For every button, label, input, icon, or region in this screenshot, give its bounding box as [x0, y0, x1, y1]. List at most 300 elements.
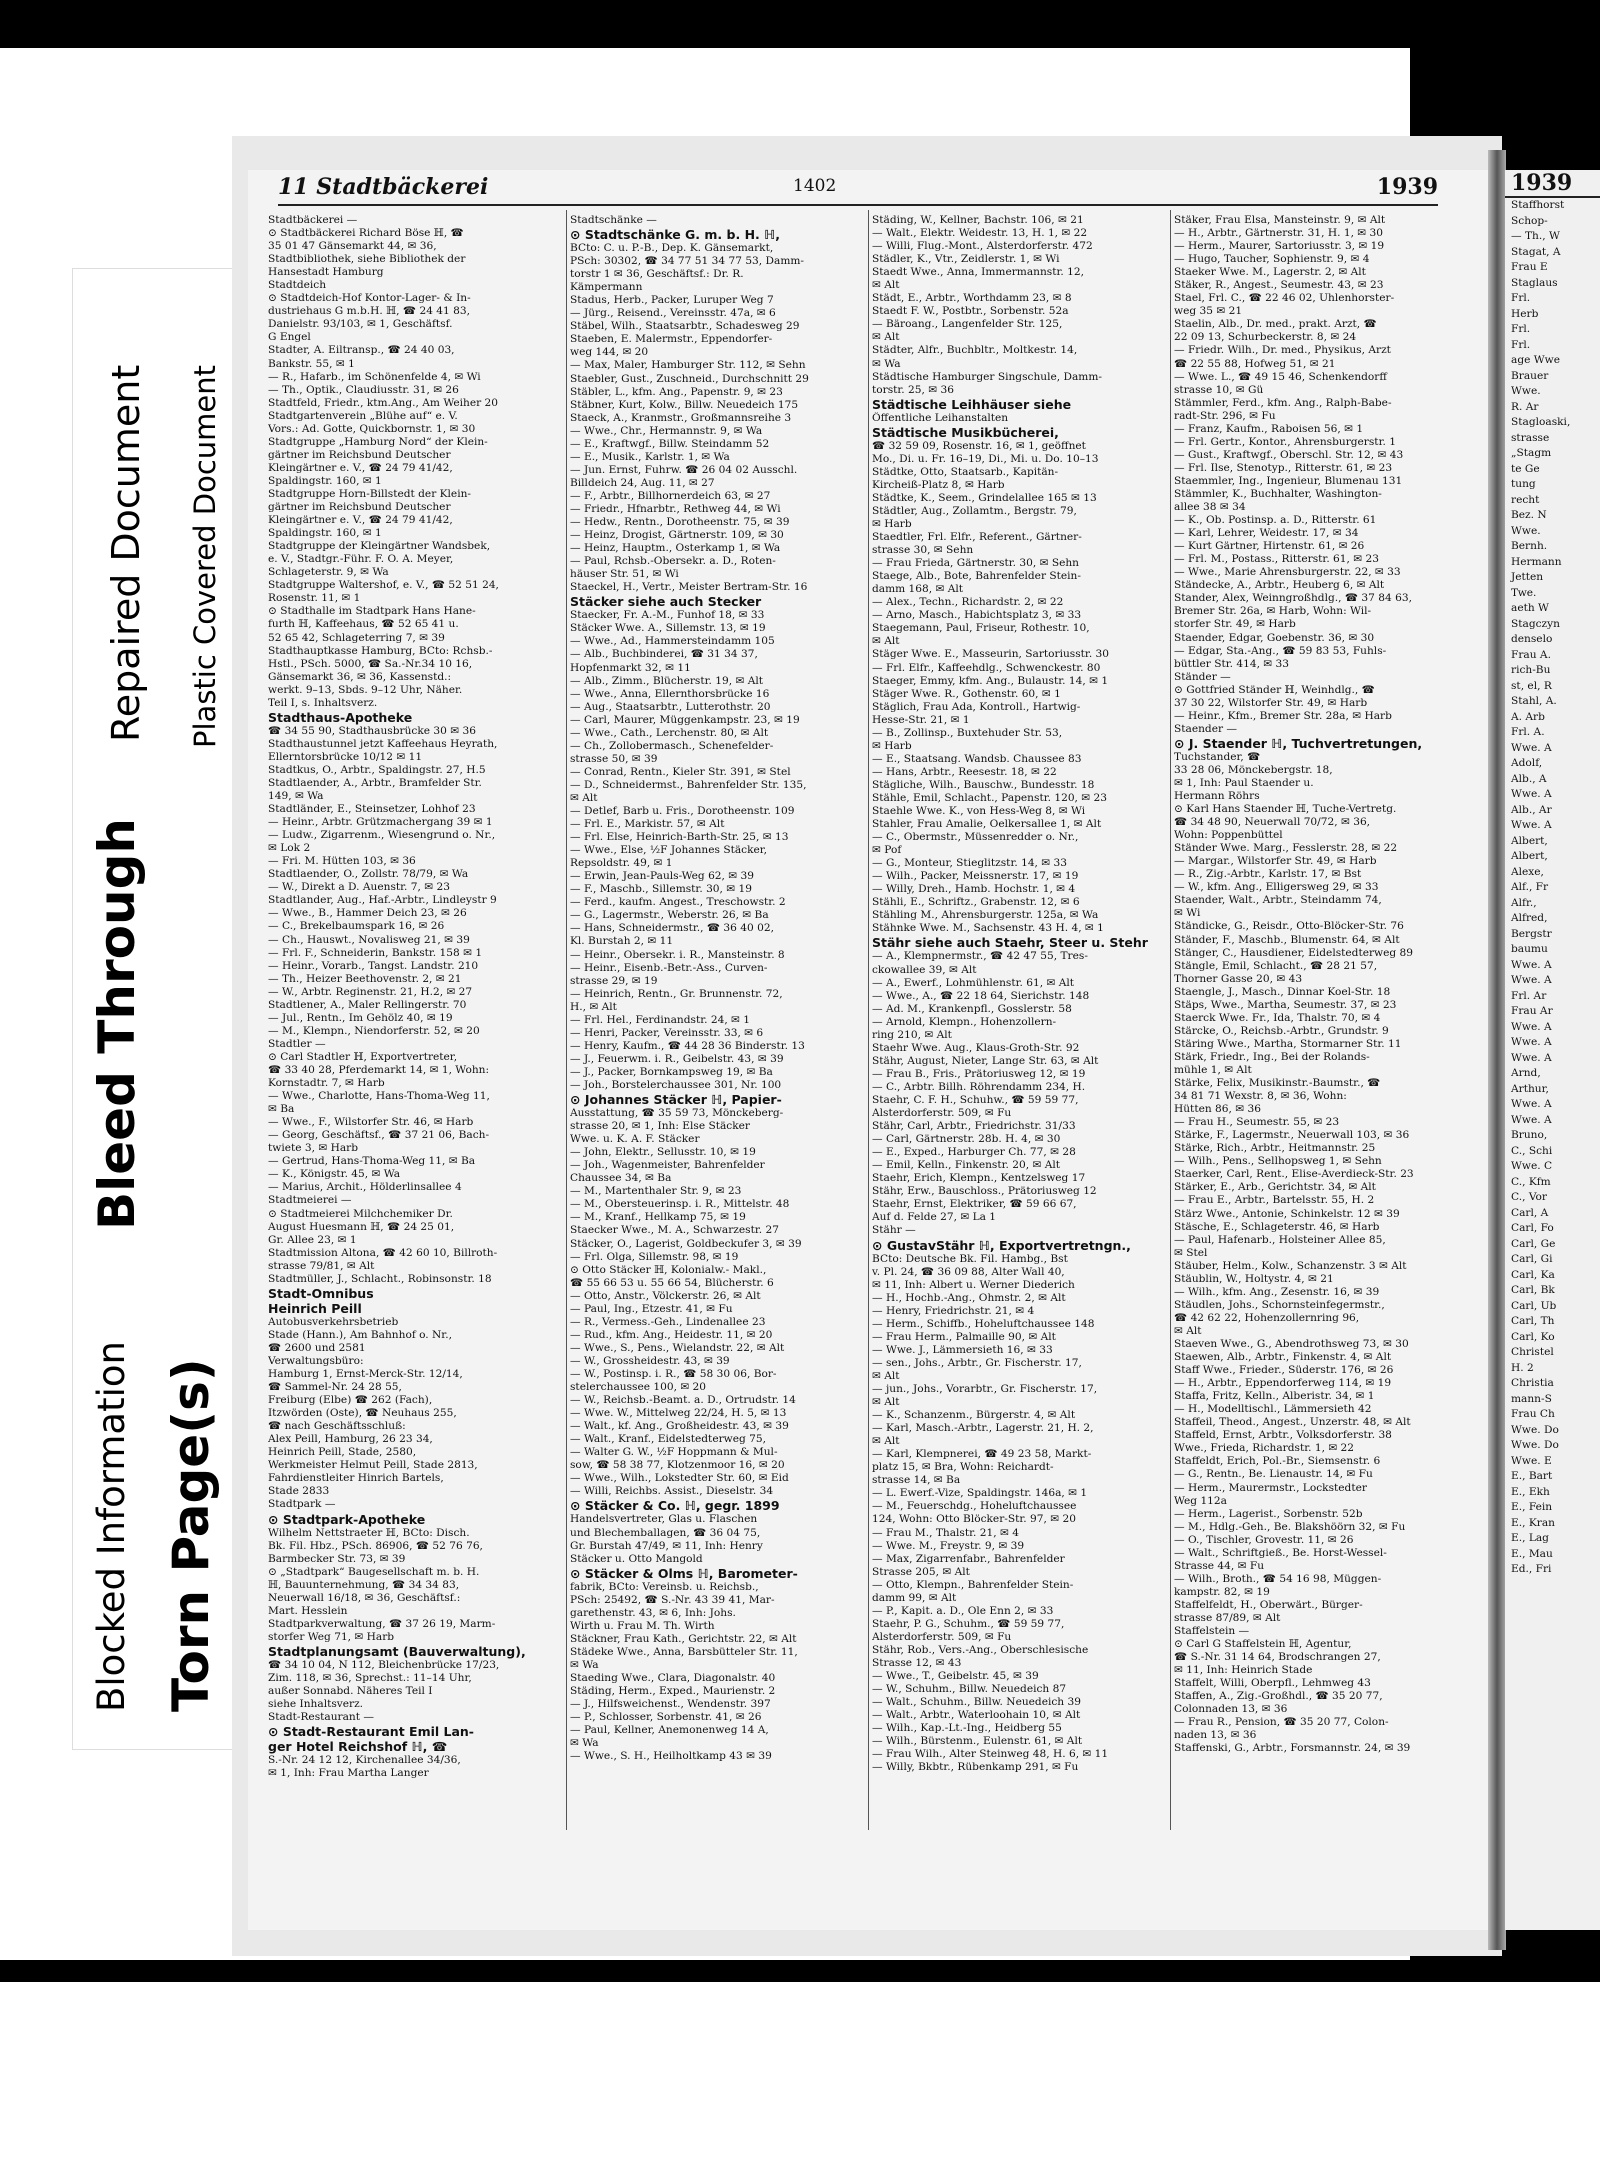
entry-line: — Ludw., Zigarrenm., Wiesengrund o. Nr., [268, 829, 496, 842]
facing-page-line: Carl, Ka [1511, 1268, 1555, 1281]
entry-line: ✉ Alt [872, 279, 900, 292]
entry-line: Ständicke, G., Reisdr., Otto-Blöcker-Str. 76 [1174, 920, 1404, 933]
facing-page-line: baumu [1511, 943, 1548, 955]
entry-line: Stadtgruppe „Hamburg Nord“ der Klein- [268, 435, 488, 448]
entry-line: — K., Ob. Postinsp. a. D., Ritterstr. 61 [1174, 514, 1377, 527]
facing-page-line: denselo [1511, 633, 1553, 645]
entry-line: — C., Arbtr. Billh. Röhrendamm 234, H. [872, 1080, 1086, 1093]
entry-line: — Friedr. Wilh., Dr. med., Physikus, Arzt [1174, 344, 1391, 357]
entry-line: — H., Arbtr., Gärtnerstr. 31, H. 1, ✉ 30 [1174, 227, 1384, 240]
entry-line: strasse 50, ✉ 39 [570, 752, 658, 765]
entry-line: — Max, Maler, Hamburger Str. 112, ✉ Sehn [570, 359, 806, 372]
entry-line: Stäcker u. Otto Mangold [570, 1552, 703, 1565]
entry-line: ✉ Wa [872, 357, 901, 370]
facing-page-line: C., Schi [1511, 1144, 1553, 1157]
entry-line: — C., Obermstr., Müssenredder o. Nr., [872, 831, 1079, 844]
entry-line: Städt, E., Arbtr., Worthdamm 23, ✉ 8 [872, 292, 1072, 305]
facing-page-line: Bez. N [1511, 509, 1547, 521]
entry-line: PSch: 25492, ☎ S.-Nr. 43 39 41, Mar- [570, 1593, 775, 1606]
facing-page-line: „Stagm [1511, 447, 1552, 459]
entry-line: Freiburg (Elbe) ☎ 262 (Fach), [268, 1394, 433, 1407]
entry-line: — Karl, Lehrer, Weidestr. 17, ✉ 34 [1174, 527, 1359, 540]
entry-line: Stäbner, Kurt, Kolw., Billw. Neuedeich 175 [570, 398, 799, 411]
facing-page-line: E., Fein [1511, 1501, 1553, 1513]
entry-line: — Wwe., B., Hammer Deich 23, ✉ 26 [268, 907, 467, 920]
entry-line: Stadtmission Altona, ☎ 42 60 10, Billroth- [268, 1246, 498, 1259]
entry-line: ⊙ „Stadtpark“ Baugesellschaft m. b. H. [268, 1565, 480, 1578]
facing-page-line: Wwe. A [1511, 741, 1552, 754]
entry-line: Staeben, E. Malermstr., Eppendorfer- [570, 333, 773, 346]
facing-page-line: rich-Bu [1511, 664, 1551, 676]
entry-heading: Stadt-Omnibus [268, 1285, 374, 1301]
entry-line: Stärker, E., Arb., Gerichtstr. 34, ✉ Alt [1174, 1181, 1376, 1194]
header-section-title: 11 Stadtbäckerei [278, 174, 489, 200]
entry-line: Staffenski, G., Arbtr., Forsmannstr. 24, ✉ 39 [1174, 1742, 1411, 1755]
facing-page-line: Christel [1511, 1346, 1554, 1358]
entry-line: — Frau B., Fris., Prätoriusweg 12, ✉ 19 [872, 1067, 1086, 1080]
entry-line: Stäublin, W., Holtystr. 4, ✉ 21 [1174, 1272, 1334, 1285]
entry-line: ✉ Wi [1174, 907, 1201, 920]
entry-line: — Bäroang., Langenfelder Str. 125, [872, 318, 1063, 331]
facing-page-line: Frau E [1511, 261, 1548, 273]
entry-line: — Karl, Klempnerei, ☎ 49 23 58, Markt- [872, 1448, 1092, 1461]
entry-line: 37 30 22, Wilstorfer Str. 49, ✉ Harb [1174, 696, 1368, 709]
entry-line: ✉ Harb [872, 517, 912, 530]
entry-line: Barmbecker Str. 73, ✉ 39 [268, 1552, 406, 1565]
entry-line: — Walt., Schuhm., Billw. Neuedeich 39 [872, 1696, 1081, 1709]
entry-line: Stadtmeierei — [268, 1194, 352, 1207]
entry-line: — jun., Johs., Vorarbtr., Gr. Fischerstr. 17, [872, 1382, 1098, 1395]
facing-page-line: Jetten [1511, 571, 1544, 583]
entry-line: dustriehaus G m.b.H. ℍ, ☎ 24 41 83, [268, 305, 471, 318]
entry-line: Staehr, P. G., Schuhm., ☎ 59 59 77, [872, 1617, 1065, 1630]
entry-line: ☎ 42 62 22, Hohenzollernring 96, [1174, 1311, 1360, 1324]
entry-line: — E., Exped., Harburger Ch. 77, ✉ 28 [872, 1146, 1076, 1159]
entry-line: Stärke, Rich., Arbtr., Heitmannstr. 25 [1174, 1142, 1376, 1155]
directory-page [232, 136, 1502, 1956]
entry-line: — Wwe., Ad., Hammersteindamm 105 [570, 635, 775, 648]
entry-line: Staffeld, Ernst, Arbtr., Volksdorferstr. 38 [1174, 1429, 1392, 1442]
entry-line: Staerker, Carl, Rent., Elise-Averdieck-Str. 23 [1174, 1168, 1414, 1181]
entry-line: BCto: C. u. P.-B., Dep. K. Gänsemarkt, [570, 242, 774, 255]
entry-line: Stadus, Herb., Packer, Luruper Weg 7 [570, 294, 774, 307]
entry-line: — Aug., Staatsarbtr., Lutterothstr. 20 [570, 700, 771, 713]
entry-line: — J., Feuerwm. i. R., Geibelstr. 43, ✉ 39 [570, 1052, 784, 1065]
entry-line: Stähr, Erw., Bauschloss., Prätoriusweg 12 [872, 1185, 1097, 1198]
entry-line: ✉ Alt [872, 1369, 900, 1382]
facing-page-line: E., Ekh [1511, 1485, 1550, 1498]
entry-line: Kleingärtner e. V., ☎ 24 79 41/42, [268, 461, 453, 474]
entry-line: Rosenstr. 11, ✉ 1 [268, 592, 361, 605]
entry-line: — E., Musik., Karlstr. 1, ✉ Wa [570, 450, 730, 463]
entry-line: Repsoldstr. 49, ✉ 1 [570, 857, 673, 870]
entry-heading: ⊙ Stäcker & Olms ℍ, Barometer- [570, 1565, 798, 1581]
entry-line: — M., Feuerschdg., Hoheluftchaussee [872, 1500, 1077, 1513]
scan-bottom-border [0, 1960, 1600, 1982]
entry-line: Stadtlaender, O., Zollstr. 78/79, ✉ Wa [268, 868, 469, 881]
entry-line: Strasse 44, ✉ Fu [1174, 1559, 1265, 1572]
entry-line: Stäudlen, Johs., Schornsteinfegermstr., [1174, 1298, 1385, 1311]
entry-line: — Ferd., kaufm. Angest., Treschowstr. 2 [570, 896, 786, 909]
entry-line: Spaldingstr. 160, ✉ 1 [268, 474, 382, 487]
entry-line: — Rud., kfm. Ang., Heidestr. 11, ✉ 20 [570, 1328, 773, 1341]
entry-line: — Wwe. M., Freystr. 9, ✉ 39 [872, 1539, 1025, 1552]
entry-line: ✉ 11, Inh: Heinrich Stade [1174, 1664, 1313, 1677]
entry-line: strasse 87/89, ✉ Alt [1174, 1611, 1281, 1624]
entry-line: — Jürg., Reisend., Vereinsstr. 47a, ✉ 6 [570, 307, 776, 320]
directory-column-3 [872, 214, 1167, 1814]
entry-line: ✉ Wa [570, 1658, 599, 1671]
entry-line: Hesse-Str. 21, ✉ 1 [872, 713, 970, 726]
entry-line: Stärke, Felix, Musikinstr.-Baumstr., ☎ [1174, 1077, 1381, 1090]
entry-line: — Georg, Geschäftsf., ☎ 37 21 06, Bach- [268, 1129, 490, 1142]
entry-line: Stadtlener, A., Maler Rellingerstr. 70 [268, 998, 467, 1011]
entry-line: Stadtpark — [268, 1498, 336, 1511]
entry-heading: ⊙ J. Staender ℍ, Tuchvertretungen, [1174, 735, 1423, 751]
facing-page-line: E., Lag [1511, 1532, 1549, 1544]
facing-page-line: Wwe. A [1511, 1098, 1552, 1110]
entry-line: Werkmeister Helmut Peill, Stade 2813, [268, 1459, 478, 1472]
entry-line: — F., Maschb., Sillemstr. 30, ✉ 19 [570, 883, 753, 896]
entry-line: weg 35 ✉ 21 [1174, 305, 1243, 318]
entry-heading: Stäcker siehe auch Stecker [570, 594, 762, 610]
facing-page-line: Christia [1511, 1377, 1554, 1389]
entry-line: — Willy, Dreh., Hamb. Hochstr. 1, ✉ 4 [872, 883, 1076, 896]
facing-page-line: Frau Ar [1511, 1005, 1553, 1017]
facing-page-line: Frau Ch [1511, 1408, 1555, 1420]
label-bleed-through: Bleed Through [88, 818, 146, 1230]
entry-line: Bk. Fil. Hbz., PSch. 86906, ☎ 52 76 76, [268, 1539, 483, 1552]
entry-line: Staege, Alb., Bote, Bahrenfelder Stein- [872, 570, 1081, 583]
entry-line: Öffentliche Leihanstalten [872, 411, 1009, 424]
entry-line: — Marius, Archit., Hölderlinsallee 4 [268, 1181, 462, 1194]
entry-line: — Wilh., Kap.-Lt.-Ing., Heidberg 55 [872, 1722, 1062, 1735]
entry-line: — W., Direkt a D. Auenstr. 7, ✉ 23 [268, 881, 450, 894]
facing-page-line: Wwe. Do [1511, 1423, 1559, 1436]
facing-page-line: Wwe. A [1511, 1051, 1552, 1064]
entry-line: — Herm., Maurer, Sartoriusstr. 3, ✉ 19 [1174, 240, 1385, 253]
entry-line: — Frl. E., Markistr. 57, ✉ Alt [570, 818, 725, 831]
entry-line: strasse 29, ✉ 19 [570, 974, 658, 987]
entry-line: ✉ 11, Inh: Albert u. Werner Diederich [872, 1278, 1075, 1291]
facing-page-line: Carl, A [1511, 1206, 1549, 1219]
entry-line: Ellerntorsbrücke 10/12 ✉ 11 [268, 750, 423, 763]
entry-line: Staehr, Erich, Klempn., Kentzelsweg 17 [872, 1172, 1086, 1185]
entry-line: — Walt., Kranf., Eidelstedterweg 75, [570, 1433, 766, 1446]
entry-line: — Henri, Packer, Vereinsstr. 33, ✉ 6 [570, 1026, 764, 1039]
entry-line: Hansestadt Hamburg [268, 266, 384, 279]
entry-line: Stähnke Wwe. M., Sachsenstr. 43 H. 4, ✉ 1 [872, 922, 1104, 935]
entry-line: Staeven Wwe., G., Abendrothsweg 73, ✉ 30 [1174, 1337, 1409, 1350]
entry-line: Staender — [1174, 722, 1237, 735]
entry-line: Stadthaustunnel jetzt Kaffeehaus Heyrath, [268, 737, 498, 750]
entry-line: allee 38 ✉ 34 [1174, 501, 1246, 514]
entry-line: Billdeich 24, Aug. 11, ✉ 27 [570, 476, 715, 489]
scan-top-border [0, 0, 1600, 48]
entry-line: G Engel [268, 331, 311, 344]
entry-line: — Walt., Schriftgieß., Be. Horst-Wessel- [1174, 1546, 1387, 1559]
entry-line: ✉ Stel [1174, 1246, 1208, 1259]
facing-page-line: Wwe. A [1511, 1036, 1552, 1048]
entry-line: — Frau Wilh., Alter Steinweg 48, H. 6, ✉ 11 [872, 1748, 1109, 1761]
entry-line: Stadtbäckerei — [268, 214, 358, 226]
entry-line: ⊙ Carl Stadtler ℍ, Exportvertreter, [268, 1050, 458, 1063]
entry-line: Staecker Wwe., M. A., Schwarzestr. 27 [570, 1224, 779, 1237]
entry-line: — Frl. Olga, Sillemstr. 98, ✉ 19 [570, 1250, 739, 1263]
entry-line: — G., Lagermstr., Weberstr. 26, ✉ Ba [570, 909, 769, 922]
entry-line: Stähling M., Ahrensburgerstr. 125a, ✉ Wa [872, 909, 1099, 922]
entry-line: Städtke, Otto, Staatsarb., Kapitän- [872, 465, 1059, 478]
entry-line: Ausstattung, ☎ 35 59 73, Mönckeberg- [570, 1107, 784, 1120]
entry-line: ✉ Ba [268, 1103, 295, 1116]
entry-line: Kornstadtr. 7, ✉ Harb [268, 1077, 385, 1090]
entry-line: — Wwe., Anna, Ellernthorsbrücke 16 [570, 687, 770, 700]
entry-line: Gr. Allee 23, ✉ 1 [268, 1233, 357, 1246]
entry-line: Stadt-Restaurant — [268, 1711, 374, 1724]
entry-line: — Heinr., Arbtr. Grützmachergang 39 ✉ 1 [268, 816, 493, 829]
entry-line: Staedt Wwe., Anna, Immermannstr. 12, [872, 266, 1084, 279]
entry-line: Verwaltungsbüro: [268, 1354, 364, 1367]
page-paper [248, 170, 1498, 1930]
entry-line: Staff Wwe., Frieder., Süderstr. 176, ✉ 26 [1174, 1364, 1394, 1377]
entry-line: radt-Str. 296, ✉ Fu [1174, 409, 1276, 422]
facing-page-line: Stagloaski, [1511, 416, 1571, 428]
entry-line: — Herm., Lagerist., Sorbenstr. 52b [1174, 1507, 1363, 1520]
entry-line: Staffelt, Willi, Oberpfl., Lehmweg 43 [1174, 1677, 1371, 1690]
entry-line: weg 144, ✉ 20 [570, 346, 649, 359]
entry-line: storfer Str. 49, ✉ Harb [1174, 618, 1296, 631]
header-page-number: 1402 [793, 176, 837, 196]
entry-line: Städler, K., Vtr., Zeidlerstr. 1, ✉ Wi [872, 253, 1060, 266]
entry-line: Stade 2833 [268, 1485, 330, 1498]
entry-line: Staelin, Alb., Dr. med., prakt. Arzt, ☎ [1174, 318, 1377, 331]
entry-line: — Detlef, Barb u. Fris., Dorotheenstr. 109 [570, 805, 795, 818]
entry-line: — Frau Herm., Palmaille 90, ✉ Alt [872, 1330, 1056, 1343]
entry-line: — A., Ewerf., Lohmühlenstr. 61, ✉ Alt [872, 976, 1074, 989]
entry-line: ✉ Alt [872, 1435, 900, 1448]
facing-page-line: Herb [1511, 307, 1539, 320]
entry-line: Kämpermann [570, 281, 643, 294]
entry-line: Stadtbibliothek, siehe Bibliothek der [268, 253, 466, 266]
entry-line: ring 210, ✉ Alt [872, 1028, 952, 1041]
facing-page-line: E., Kran [1511, 1516, 1555, 1529]
entry-line: — M., Hdlg.-Geh., Be. Blakshöörn 32, ✉ Fu [1174, 1520, 1406, 1533]
entry-line: Stadtgruppe Waltershof, e. V., ☎ 52 51 24, [268, 579, 499, 592]
entry-line: Hstl., PSch. 5000, ☎ Sa.-Nr.34 10 16, [268, 657, 473, 670]
entry-line: Stärke, F., Lagermstr., Neuerwall 103, ✉ 36 [1174, 1129, 1410, 1142]
entry-line: — Arno, Masch., Habichtsplatz 3, ✉ 33 [872, 609, 1082, 622]
entry-line: Städtische Hamburger Singschule, Damm- [872, 370, 1102, 383]
facing-page-line: recht [1511, 493, 1540, 506]
entry-line: Hermann Röhrs [1174, 790, 1260, 803]
entry-line: und Blechemballagen, ☎ 36 04 75, [570, 1526, 761, 1539]
entry-line: Danielstr. 93/103, ✉ 1, Geschäftsf. [268, 318, 453, 331]
entry-line: ☎ 2600 und 2581 [268, 1341, 366, 1354]
entry-line: PSch: 30302, ☎ 34 77 51 34 77 53, Damm- [570, 255, 805, 268]
entry-line: — Frau R., Pension, ☎ 35 20 77, Colon- [1174, 1716, 1389, 1729]
column-rule [868, 210, 869, 1830]
entry-line: Staegemann, Paul, Friseur, Rothestr. 10, [872, 622, 1090, 635]
entry-line: ⊙ Carl G Staffelstein ℍ, Agentur, [1174, 1638, 1352, 1651]
facing-page-line: Bruno, [1511, 1129, 1548, 1141]
entry-line: — L. Ewerf.-Vize, Spaldingstr. 146a, ✉ 1 [872, 1487, 1088, 1500]
facing-page-line: Hermann [1511, 555, 1562, 568]
entry-heading: ⊙ Stadtschänke G. m. b. H. ℍ, [570, 227, 780, 243]
entry-line: — Ch., Hauswt., Novalisweg 21, ✉ 39 [268, 933, 470, 946]
entry-line: — K., Königstr. 45, ✉ Wa [268, 1168, 401, 1181]
facing-page-line: C., Vor [1511, 1191, 1547, 1203]
entry-line: ⊙ Stadtdeich-Hof Kontor-Lager- & In- [268, 292, 471, 305]
entry-line: ✉ Pof [872, 844, 902, 857]
entry-line: twiete 3, ✉ Harb [268, 1142, 358, 1155]
entry-line: mühle 1, ✉ Alt [1174, 1064, 1252, 1076]
facing-page-fragment [1505, 170, 1600, 1930]
entry-line: ⊙ Stadtbäckerei Richard Böse ℍ, ☎ [268, 227, 464, 240]
facing-page-line: Frl. [1511, 338, 1531, 351]
facing-page-line: Arthur, [1511, 1082, 1549, 1095]
entry-line: Heinrich Peill, Stade, 2580, [268, 1446, 417, 1459]
facing-page-line: Wwe. A [1511, 1020, 1552, 1033]
entry-line: ☎ 34 10 04, N 112, Bleichenbrücke 17/23, [268, 1658, 500, 1671]
entry-line: ✉ 1, Inh: Frau Martha Langer [268, 1767, 429, 1780]
entry-line: — Alex., Techn., Richardstr. 2, ✉ 22 [872, 596, 1064, 609]
entry-line: — Frl. Gertr., Kontor., Ahrensburgerstr. 1 [1174, 435, 1396, 448]
entry-line: Ständer — [1174, 670, 1231, 683]
entry-line: — Wwe. W., Mittelweg 22/24, H. 5, ✉ 13 [570, 1407, 787, 1420]
entry-line: — Wwe., T., Geibelstr. 45, ✉ 39 [872, 1670, 1039, 1683]
entry-heading: Stadtplanungsamt (Bauverwaltung), [268, 1643, 526, 1659]
facing-page-line: Wwe. A [1511, 1113, 1552, 1126]
facing-page-line: Stagczyn [1511, 617, 1560, 630]
entry-line: — Frl. Hel., Ferdinandstr. 24, ✉ 1 [570, 1013, 751, 1026]
entry-line: Wirth u. Frau M. Th. Wirth [570, 1619, 715, 1632]
entry-line: Stärk, Friedr., Ing., Bei der Rolands- [1174, 1050, 1370, 1063]
entry-line: — H., Arbtr., Eppendorferweg 114, ✉ 19 [1174, 1377, 1392, 1390]
entry-line: Stäker, Frau Elsa, Mansteinstr. 9, ✉ Alt [1174, 214, 1386, 226]
entry-line: H., ✉ Alt [570, 1000, 617, 1013]
entry-line: garethenstr. 43, ✉ 6, Inh: Johs. [570, 1606, 736, 1619]
entry-line: Stärz Wwe., Antonie, Schinkelstr. 12 ✉ 39 [1174, 1207, 1400, 1220]
entry-line: — C., Brekelbaumspark 16, ✉ 26 [268, 920, 445, 933]
entry-line: Kleingärtner e. V., ☎ 24 79 41/42, [268, 514, 453, 527]
entry-line: — Wwe., Wilh., Lokstedter Str. 60, ✉ Eid [570, 1472, 789, 1485]
facing-page-line: C., Kfm [1511, 1175, 1551, 1188]
facing-page-line: Staglaus [1511, 276, 1558, 289]
entry-line: Stähli, E., Schriftz., Grabenstr. 12, ✉ 6 [872, 896, 1080, 909]
facing-page-line: — Th., W [1511, 230, 1560, 242]
entry-line: 35 01 47 Gänsemarkt 44, ✉ 36, [268, 240, 437, 253]
entry-line: — Paul, Ing., Etzestr. 41, ✉ Fu [570, 1302, 733, 1315]
entry-line: — Wilh., Bürstenm., Eulenstr. 61, ✉ Alt [872, 1735, 1083, 1748]
entry-line: 52 65 42, Schlageterring 7, ✉ 39 [268, 631, 445, 644]
facing-page-line: Carl, Ge [1511, 1237, 1556, 1250]
entry-line: — E., Kraftwgf., Billw. Steindamm 52 [570, 437, 770, 450]
entry-line: Alsterdorferstr. 509, ✉ Fu [872, 1630, 1012, 1643]
facing-page-line: Carl, Ko [1511, 1330, 1555, 1343]
entry-line: — Alb., Zimm., Blücherstr. 19, ✉ Alt [570, 674, 763, 687]
entry-line: stelerchaussee 100, ✉ 20 [570, 1381, 707, 1394]
facing-page-line: Brauer [1511, 369, 1549, 382]
entry-line: — Frau Frieda, Gärtnerstr. 30, ✉ Sehn [872, 557, 1080, 570]
entry-line: Ständecke, A., Arbtr., Heuberg 6, ✉ Alt [1174, 579, 1385, 592]
entry-line: ✉ Alt [1174, 1324, 1202, 1337]
entry-line: e. V., Stadtgr.-Führ. F. O. A. Meyer, [268, 553, 454, 566]
entry-line: — Wwe., S., Pens., Wielandstr. 22, ✉ Alt [570, 1341, 785, 1354]
entry-line: ✉ Alt [872, 331, 900, 344]
facing-page-line: Wwe. [1511, 524, 1541, 537]
facing-page-line: Stahl, A. [1511, 695, 1557, 707]
facing-page-line: Wwe. E [1511, 1454, 1552, 1467]
entry-line: Stadtfeld, Friedr., ktm.Ang., Am Weiher 20 [268, 396, 499, 409]
entry-line: 124, Wohn: Otto Blöcker-Str. 97, ✉ 20 [872, 1513, 1076, 1526]
entry-line: Staehle Wwe. K., von Hess-Weg 8, ✉ Wi [872, 805, 1086, 818]
entry-line: Hütten 86, ✉ 36 [1174, 1103, 1261, 1116]
entry-heading: ⊙ Johannes Stäcker ℍ, Papier- [570, 1092, 782, 1108]
entry-line: Zim. 118, ✉ 36, Sprechst.: 11–14 Uhr, [268, 1671, 472, 1684]
entry-line: — P., Schlosser, Sorbenstr. 41, ✉ 26 [570, 1711, 762, 1724]
entry-line: ✉ 1, Inh: Paul Staender u. [1174, 776, 1314, 789]
facing-page-line: st, el, R [1511, 679, 1552, 692]
entry-line: Stade (Hann.), Am Bahnhof o. Nr., [268, 1328, 452, 1341]
entry-line: ✉ Alt [872, 1396, 900, 1409]
entry-line: — Frau M., Thalstr. 21, ✉ 4 [872, 1526, 1019, 1539]
entry-line: büttler Str. 414, ✉ 33 [1174, 657, 1290, 670]
entry-line: Stadtgruppe der Kleingärtner Wandsbek, [268, 540, 491, 553]
entry-line: ✉ Lok 2 [268, 842, 311, 855]
entry-line: strasse 20, ✉ 1, Inh: Else Stäcker [570, 1120, 750, 1133]
entry-line: Stäps, Wwe., Martha, Seumestr. 37, ✉ 23 [1174, 998, 1397, 1011]
entry-line: Städtke, K., Seem., Grindelallee 165 ✉ 13 [872, 491, 1097, 504]
entry-line: Städtler, Aug., Zollamtm., Bergstr. 79, [872, 504, 1077, 517]
entry-line: Stadtschänke — [570, 214, 657, 226]
entry-heading: ⊙ GustavStähr ℍ, Exportvertretngn., [872, 1237, 1131, 1253]
entry-line: Stadtler — [268, 1037, 326, 1050]
facing-page-line: Wwe. A [1511, 788, 1552, 800]
entry-line: werkt. 9–13, Sbds. 9–12 Uhr, Näher. [268, 683, 463, 696]
entry-line: ☎ S.-Nr. 31 14 64, Brodschrangen 27, [1174, 1651, 1381, 1664]
entry-line: Stadtkus, O., Arbtr., Spaldingstr. 27, H.5 [268, 763, 486, 776]
entry-line: — Walt., kf. Ang., Großheidestr. 43, ✉ 39 [570, 1420, 789, 1433]
entry-line: — Conrad, Rentn., Kieler Str. 391, ✉ Stel [570, 765, 791, 778]
entry-line: — Ch., Zollobermasch., Schenefelder- [570, 739, 774, 752]
label-repaired-document: Repaired Document [104, 364, 148, 742]
entry-line: Wohn: Poppenbüttel [1174, 829, 1283, 842]
entry-line: — Ad. M., Krankenpfl., Gosslerstr. 58 [872, 1002, 1072, 1015]
entry-line: Stähr, Carl, Arbtr., Friedrichstr. 31/33 [872, 1120, 1076, 1133]
entry-line: — Wwe., S. H., Heilholtkamp 43 ✉ 39 [570, 1750, 772, 1763]
entry-line: — J., Hilfsweichenst., Wendenstr. 397 [570, 1698, 771, 1711]
entry-line: ⊙ Stadtmeierei Milchchemiker Dr. [268, 1207, 453, 1220]
entry-line: — Wwe. J., Lämmersieth 16, ✉ 33 [872, 1343, 1053, 1356]
entry-line: Alsterdorferstr. 509, ✉ Fu [872, 1107, 1012, 1120]
label-blocked-information: Blocked Information [90, 1341, 133, 1712]
entry-line: Stäger Wwe. R., Gothenstr. 60, ✉ 1 [872, 687, 1061, 700]
entry-line: Staecker, Fr. A.-M., Funhof 18, ✉ 33 [570, 609, 765, 622]
entry-line: Tuchstander, ☎ [1174, 750, 1261, 763]
facing-page-line: R. Ar [1511, 400, 1539, 413]
entry-heading: Städtische Musikbücherei, [872, 424, 1059, 440]
entry-line: ☎ 22 55 88, Hofweg 51, ✉ 21 [1174, 357, 1336, 370]
entry-line: Weg 112a [1174, 1494, 1227, 1507]
entry-line: — Alb., Buchbinderei, ☎ 31 34 37, [570, 648, 758, 661]
facing-page-line: Carl, Gi [1511, 1253, 1553, 1265]
entry-line: Staemmler, Ing., Ingenieur, Blumenau 131 [1174, 474, 1403, 487]
entry-heading: Heinrich Peill [268, 1300, 362, 1316]
entry-line: gärtner im Reichsbund Deutscher [268, 448, 451, 461]
entry-line: — Wwe., Marie Ahrensburgerstr. 22, ✉ 33 [1174, 566, 1401, 579]
facing-page-line: H. 2 [1511, 1361, 1534, 1374]
entry-line: furth ℍ, Kaffeehaus, ☎ 52 65 41 u. [268, 618, 459, 631]
